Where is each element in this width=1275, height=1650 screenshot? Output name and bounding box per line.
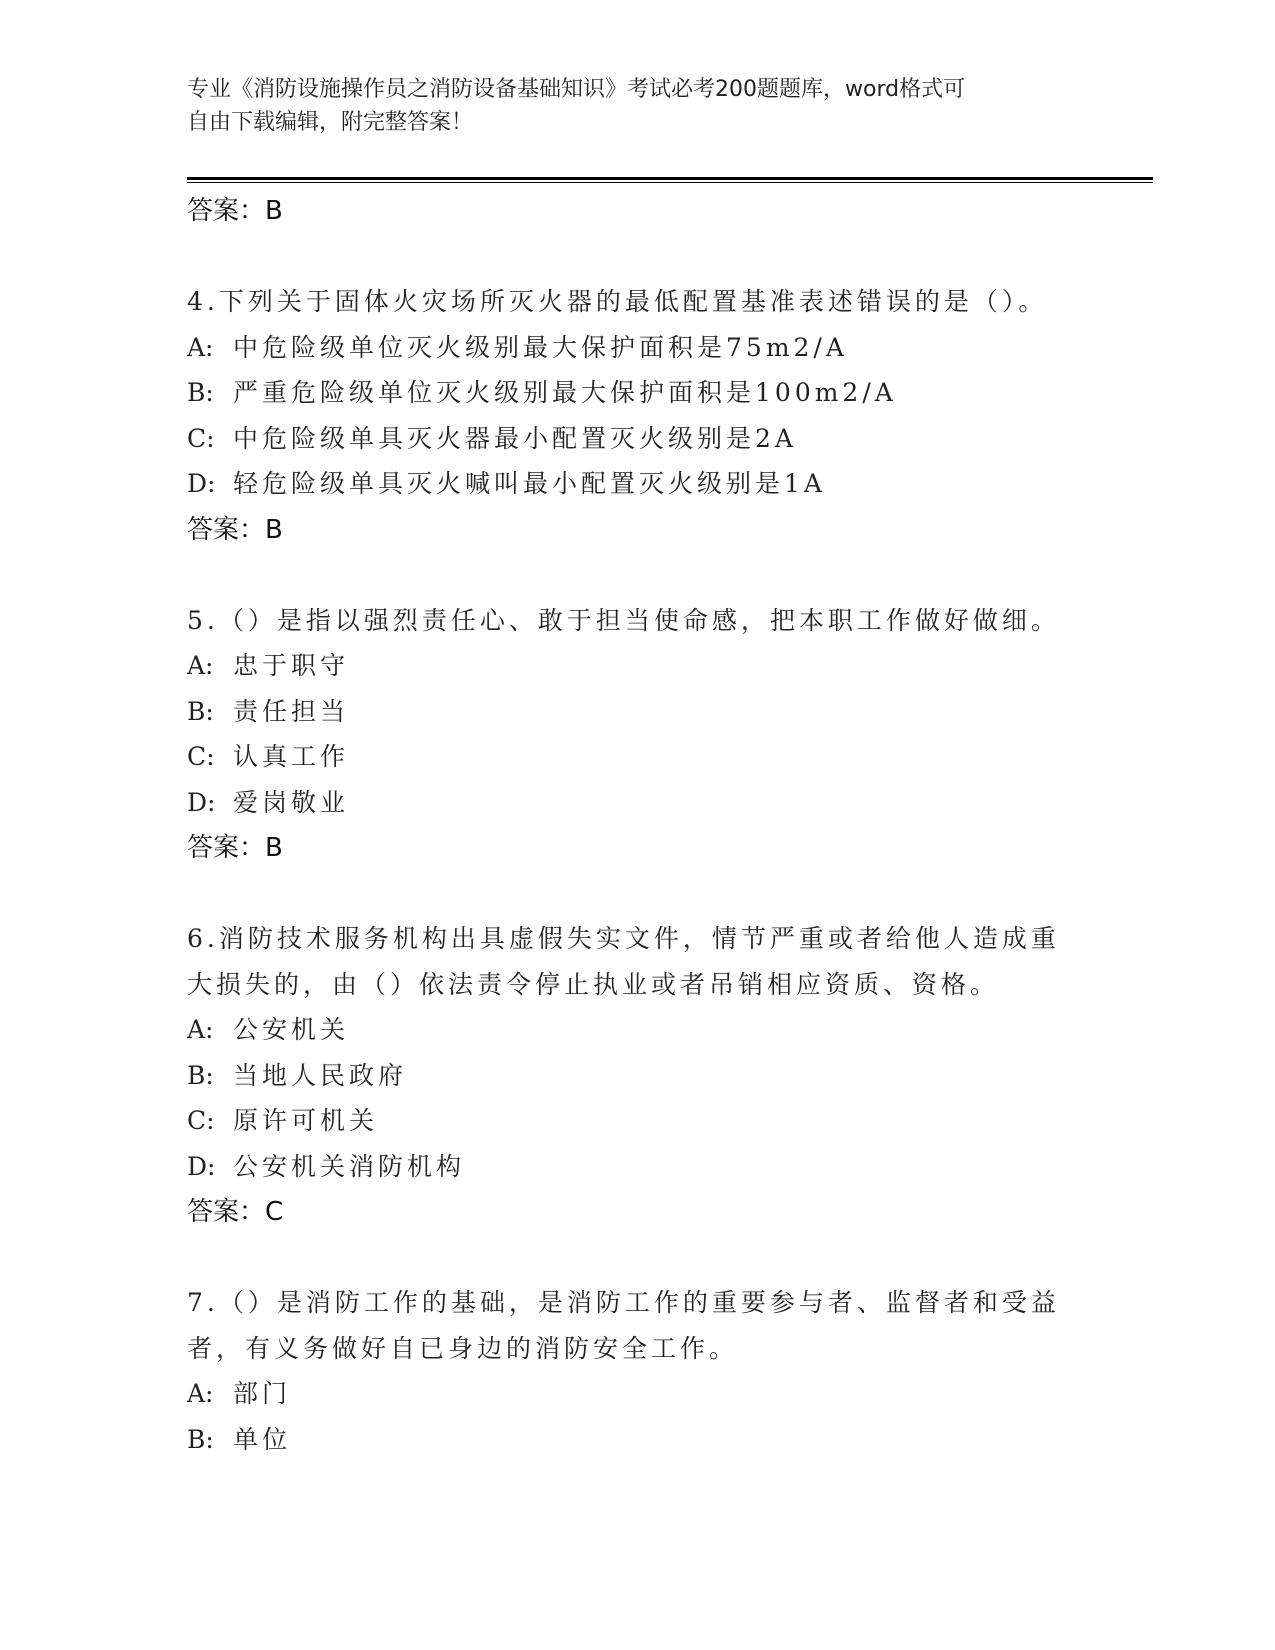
option-text: 原许可机关 [233,1106,379,1135]
option-d [187,1144,1087,1190]
option-b [187,1417,1087,1463]
answer-line: 答案：C [187,1197,284,1227]
option-letter: B: [187,1424,214,1454]
option-b [187,370,1087,416]
option-text: 爱岗敬业 [233,787,350,817]
option-letter: C: [187,423,215,453]
answer-line: 答案：B [187,833,283,863]
option-text: 忠于职守 [233,651,350,680]
option-letter: A: [187,1015,214,1044]
option-letter: C: [187,742,215,771]
option-letter: B: [187,378,214,407]
stem-line: 4.下列关于固体火灾场所灭火器的最低配置基准表述错误的是（）。 [187,287,1048,316]
option-c [187,1098,1087,1144]
stem-line: 者，有义务做好自已身边的消防安全工作。 [187,1333,739,1363]
option-a [187,1371,1087,1417]
option-text: 认真工作 [233,742,350,771]
option-text: 公安机关 [233,1015,350,1044]
option-c [187,416,1087,462]
question-stem [187,598,1087,644]
previous-answer: 答案：B [187,196,283,226]
page-header [187,73,1067,139]
option-b [187,689,1087,735]
header-line-2: 自由下载编辑，附完整答案！ [187,110,474,135]
option-letter: D: [187,787,216,817]
option-text: 轻危险级单具灭火喊叫最小配置灭火级别是1A [233,469,826,498]
option-letter: D: [187,469,216,498]
question-spacer [187,234,1087,279]
option-text: 中危险级单位灭火级别最大保护面积是75m2/A [233,332,848,362]
question-5 [187,598,1087,872]
option-letter: A: [187,332,214,362]
header-divider-thin [187,182,1153,183]
question-list [187,188,1087,1462]
option-d [187,780,1087,826]
option-text: 公安机关消防机构 [233,1151,466,1181]
stem-line: 7.（）是消防工作的基础，是消防工作的重要参与者、监督者和受益 [187,1288,1060,1317]
question-7 [187,1280,1087,1462]
answer-line: 答案：B [187,514,283,545]
option-letter: B: [187,1060,214,1090]
option-a [187,325,1087,371]
option-b [187,1053,1087,1099]
option-a [187,643,1087,689]
header-line-1: 专业《消防设施操作员之消防设备基础知识》考试必考200题题库，word格式可 [187,77,966,102]
option-letter: A: [187,651,214,680]
option-text: 责任担当 [233,696,350,726]
option-text: 部门 [233,1379,292,1408]
option-letter: B: [187,696,214,726]
question-6 [187,916,1087,1235]
option-letter: D: [187,1151,216,1181]
question-stem [187,1280,1087,1371]
question-spacer [187,871,1087,916]
question-spacer [187,553,1087,598]
option-letter: A: [187,1379,214,1408]
option-text: 当地人民政府 [233,1060,408,1090]
stem-line: 5.（）是指以强烈责任心、敢于担当使命感，把本职工作做好做细。 [187,605,1060,635]
stem-line: 6.消防技术服务机构出具虚假失实文件，情节严重或者给他人造成重 [187,924,1060,953]
question-4 [187,279,1087,553]
option-text: 中危险级单具灭火器最小配置灭火级别是2A [233,423,797,453]
question-stem [187,916,1087,1007]
option-text: 严重危险级单位灭火级别最大保护面积是100m2/A [233,378,897,407]
option-letter: C: [187,1106,215,1135]
question-stem [187,279,1087,325]
question-spacer [187,1235,1087,1280]
header-divider-thick [187,177,1153,180]
option-a [187,1007,1087,1053]
option-text: 单位 [233,1424,292,1454]
option-c [187,734,1087,780]
option-d [187,461,1087,507]
stem-line: 大损失的，由（）依法责令停止执业或者吊销相应资质、资格。 [187,969,1000,999]
